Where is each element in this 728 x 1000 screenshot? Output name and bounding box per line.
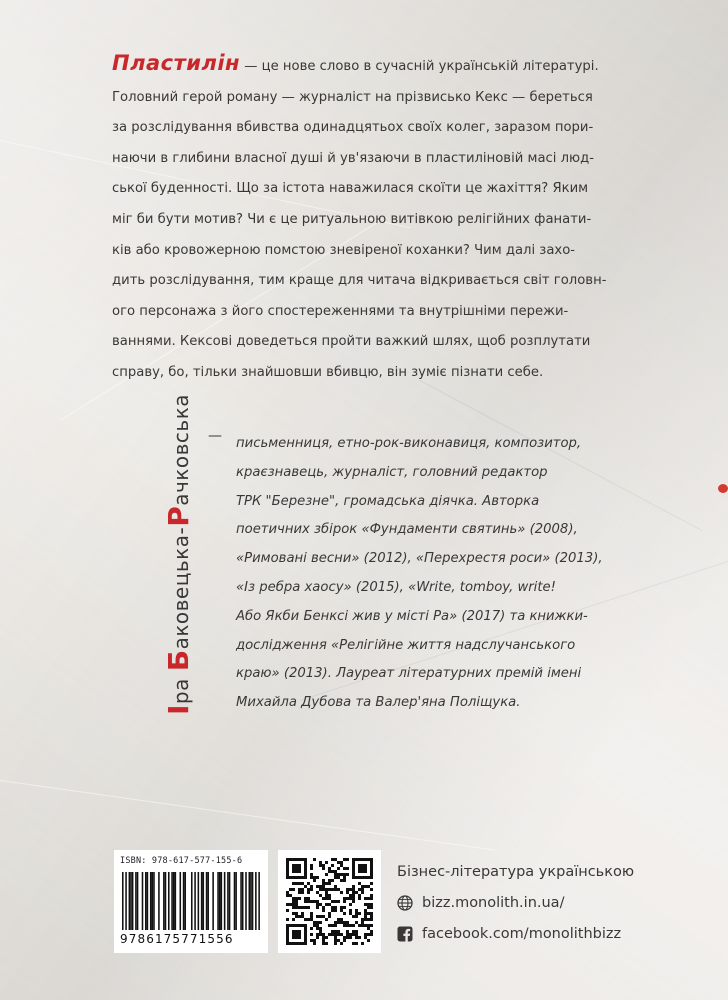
bio-line: Або Якби Бенксі жив у місті Ра» (2017) та книжки- (236, 608, 588, 624)
bio-line: дослідження «Релігійне життя надслучанського (236, 637, 576, 653)
publisher-name: Бізнес-література українською (397, 863, 635, 880)
red-ink-splotch (718, 484, 728, 493)
blurb-line: міг би бути мотив? Чи є це ритуальною витівкою релігійних фанати- (112, 211, 592, 227)
facebook-link[interactable]: facebook.com/monolithbizz (422, 925, 622, 942)
bio-line: ТРК "Березне", громадська діячка. Авторка (236, 493, 540, 509)
bio-line: «Із ребра хаосу» (2015), «Write, tomboy, write! (236, 579, 556, 595)
blurb-line: дить розслідування, тим краще для читача відкривається світ головн- (112, 273, 607, 289)
bio-line: «Римовані весни» (2012), «Перехрестя роси» (2013), (236, 551, 603, 567)
author-name-initial: І (162, 704, 195, 715)
blurb-line: ого персонажа з його спостереженнями та внутрішніми пережи- (112, 303, 569, 319)
publisher-name-row (397, 856, 634, 887)
blurb-line: Головний герой роману — журналіст на прізвисько Кекс — береться (112, 89, 593, 105)
facebook-row[interactable] (397, 918, 634, 949)
bio-line: краєзнавець, журналіст, головний редактор (236, 464, 548, 480)
bio-line: письменниця, етно-рок-виконавиця, композитор, (236, 436, 582, 451)
blurb-line: ків або кровожерною помстою зневіреної коханки? Чим далі захо- (112, 242, 576, 258)
author-name-initial: Б (162, 649, 195, 672)
facebook-icon (397, 926, 413, 942)
globe-icon (397, 895, 413, 911)
bio-dash: — (208, 428, 222, 444)
publisher-info (397, 856, 634, 949)
blurb-line: ської буденності. Що за істота наважилася скоїти це жахіття? Яким (112, 181, 589, 197)
blurb-line: справу, бо, тільки знайшовши вбивцю, він зуміє пізнати себе. (112, 364, 544, 380)
book-blurb (112, 48, 624, 389)
barcode-bars (122, 872, 260, 930)
author-name-part: ра (169, 671, 193, 705)
bio-line: поетичних збірок «Фундаменти святинь» (2008), (236, 522, 578, 538)
author-bio (236, 430, 622, 718)
author-name-vertical (162, 394, 195, 715)
blurb-line: наючи в глибини власної душі й ув'язаючи в пластиліновій масі люд- (112, 150, 595, 166)
book-title-word: Пластилін (112, 51, 241, 75)
qr-code[interactable] (278, 850, 381, 953)
qr-code-pattern (286, 858, 373, 945)
barcode-digits: 9786175771556 (120, 932, 234, 946)
website-row[interactable] (397, 887, 634, 918)
bio-line: краю» (2013). Лауреат літературних премій імені (236, 666, 582, 682)
blurb-line: за розслідування вбивства одинадцятьох своїх колег, заразом пори- (112, 120, 594, 136)
website-link[interactable]: bizz.monolith.in.ua/ (422, 894, 565, 911)
author-name-initial: Р (162, 505, 195, 527)
blurb-text: — це нове слово в сучасній українській літературі. Головний герой роману — журналіст на прізвисько Кекс — береться за розслідування вбивства одинадцятьох своїх колег, заразом пори- наючи в глибини власної душі й ув'язаючи в пластиліновій масі люд- ської буденності. Що за істота наважилася скоїти це жахіття? Яким міг би бути мотив? Чи є це ритуальною витівкою релігійних фанати- ків або кровожерною помстою зневіреної коханки? Чим далі захо- дить розслідування, тим краще для читача відкривається світ головн- ого персонажа з його спостереженнями та внутрішніми пережи- ваннями. Кексові доведеться пройти важкий шлях, щоб розплутати справу, бо, тільки знайшовши вбивцю, він зуміє пізнати себе. (112, 59, 607, 380)
isbn-label: ISBN: 978-617-577-155-6 (120, 856, 243, 866)
author-name-part: аковецька- (169, 526, 193, 650)
isbn-barcode (114, 850, 268, 953)
paper-crease (0, 780, 495, 851)
blurb-line: ваннями. Кексові доведеться пройти важкий шлях, щоб розплутати (112, 334, 591, 350)
bio-line: Михайла Дубова та Валер'яна Поліщука. (236, 695, 521, 711)
author-name-part: ачковська (169, 393, 193, 506)
